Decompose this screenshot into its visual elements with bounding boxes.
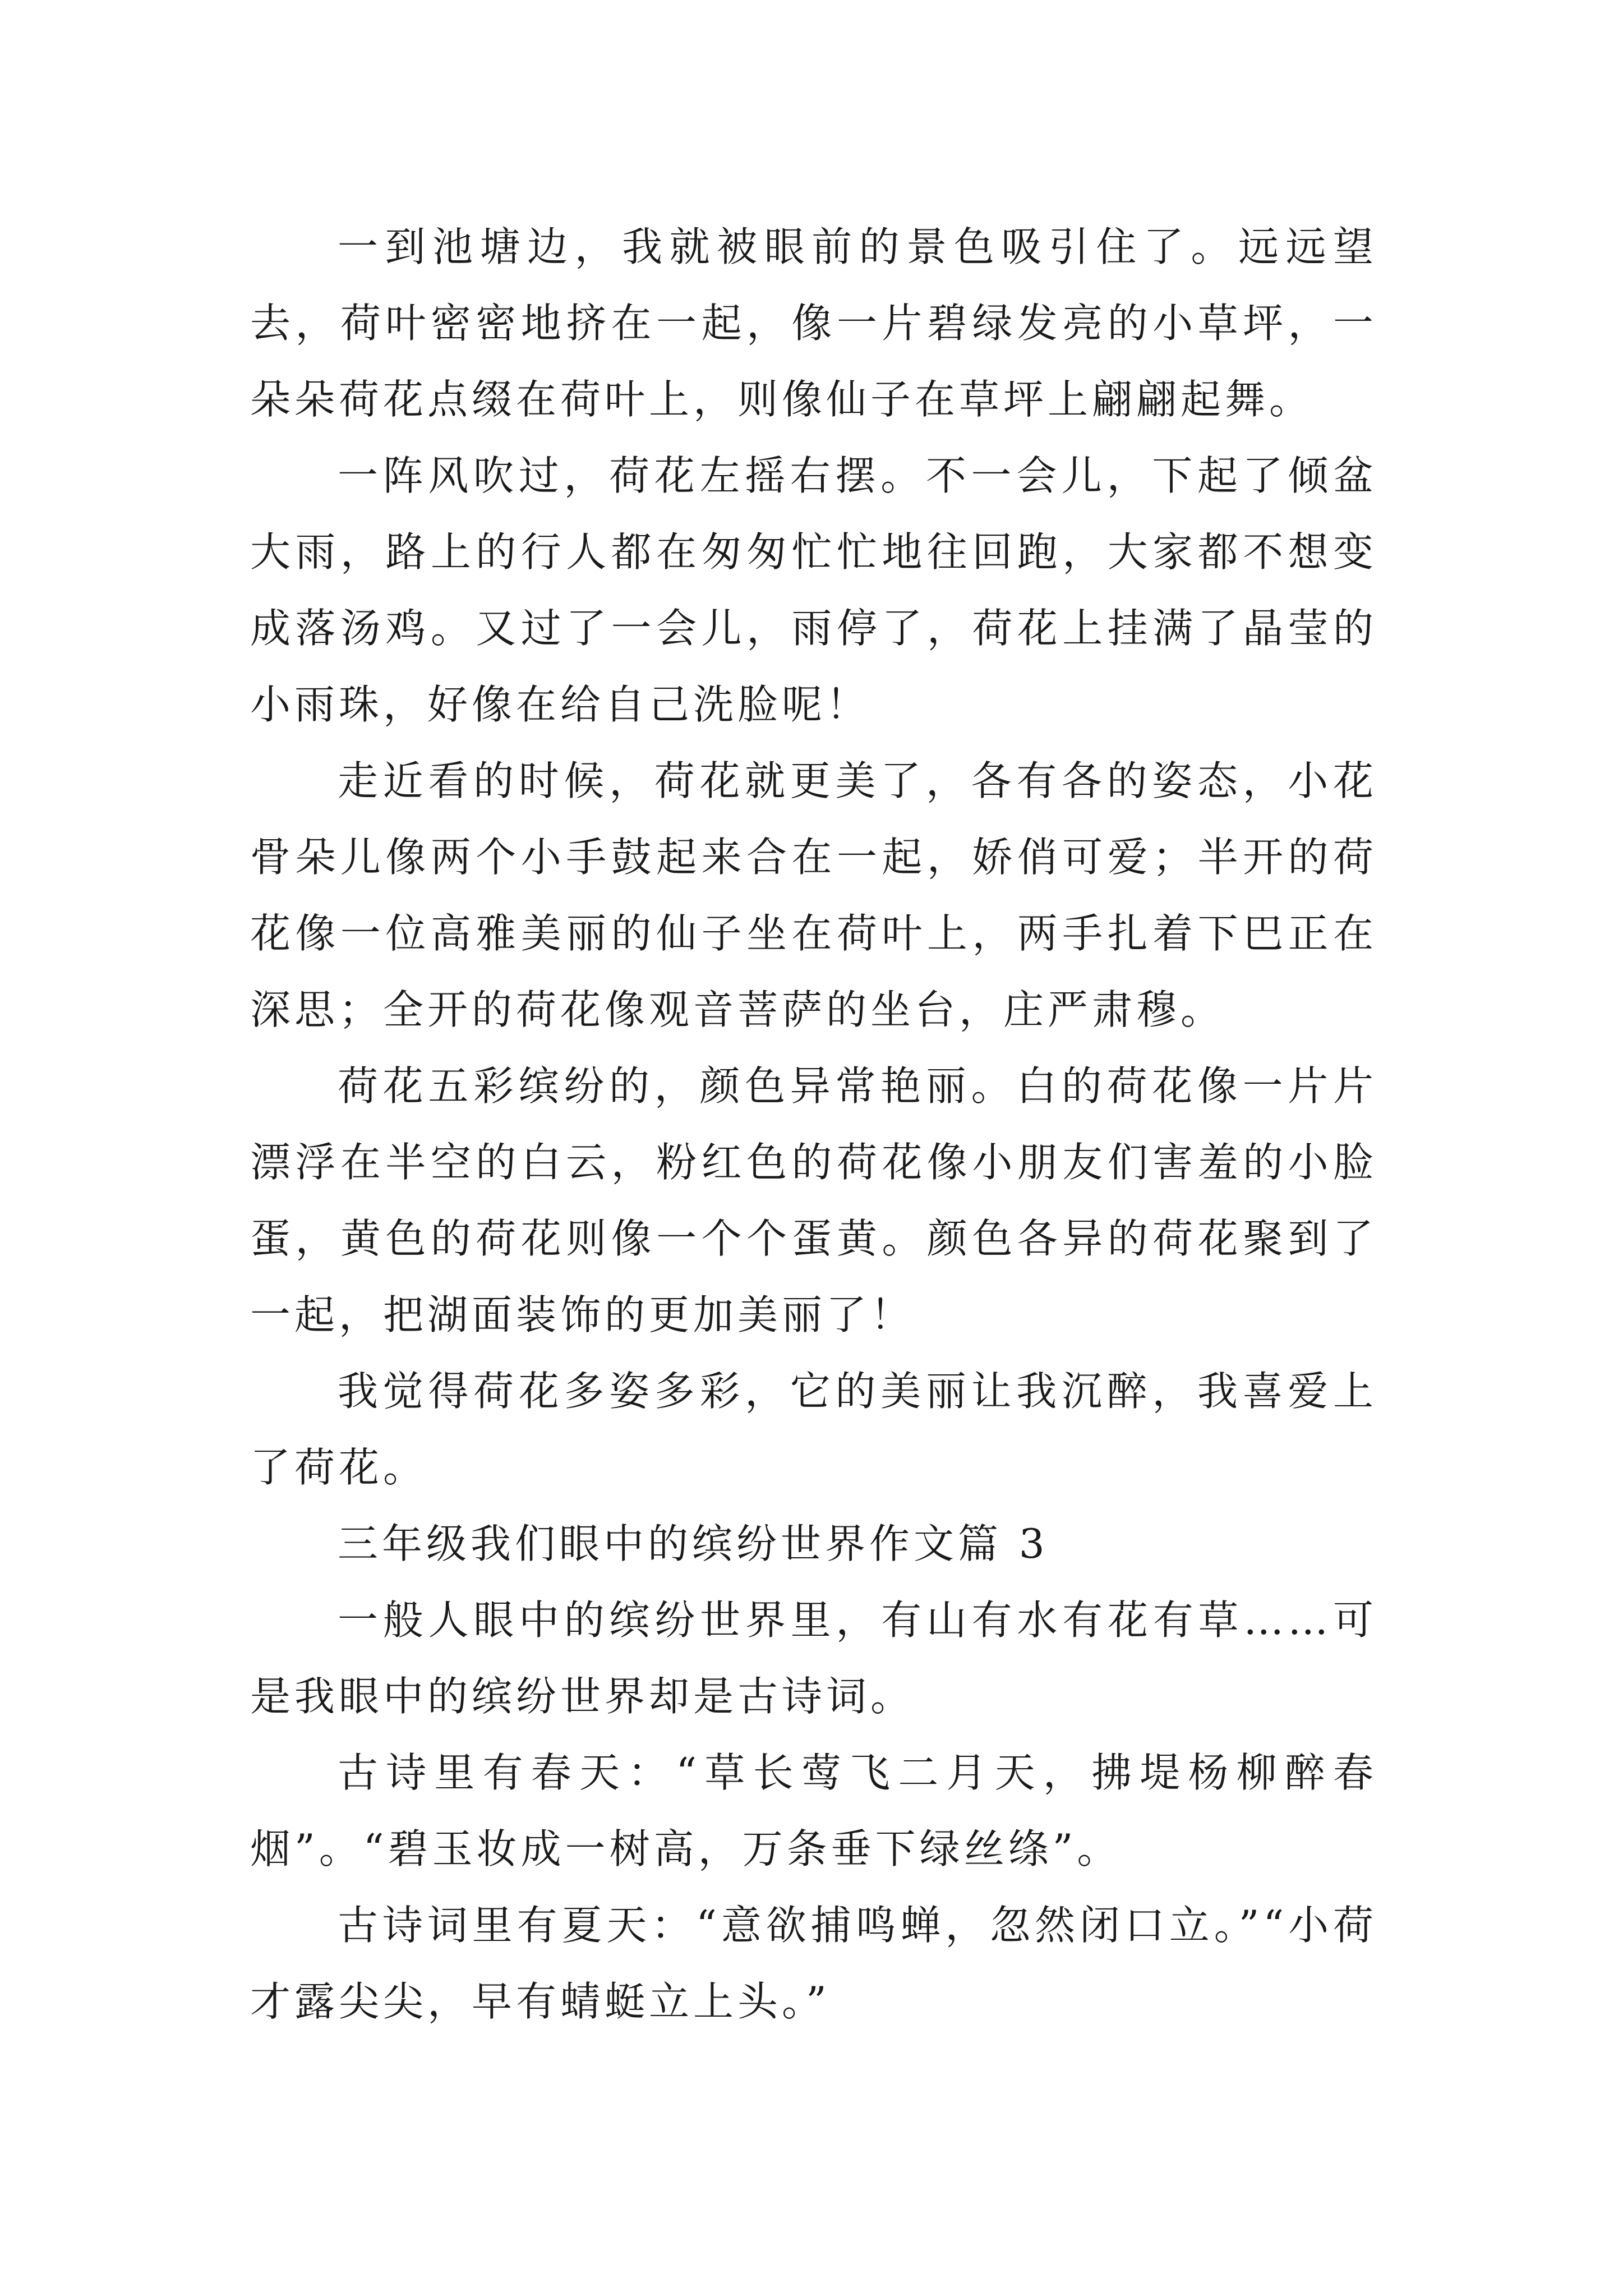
paragraph: 古诗里有春天：“草长莺飞二月天，拂堤杨柳醉春烟”。“碧玉妆成一树高，万条垂下绿丝绦”。 [250,1749,1377,1872]
paragraph: 荷花五彩缤纷的，颜色异常艳丽。白的荷花像一片片漂浮在半空的白云，粉红色的荷花像小朋友们害羞的小脸蛋，黄色的荷花则像一个个蛋黄。颜色各异的荷花聚到了一起，把湖面装饰的更加美丽了！ [250,1062,1377,1338]
paragraph: 古诗词里有夏天：“意欲捕鸣蝉，忽然闭口立。”“小荷才露尖尖，早有蜻蜓立上头。” [250,1902,1377,2025]
paragraph: 一到池塘边，我就被眼前的景色吸引住了。远远望去，荷叶密密地挤在一起，像一片碧绿发亮的小草坪，一朵朵荷花点缀在荷叶上，则像仙子在草坪上翩翩起舞。 [250,223,1377,423]
document-body [250,209,1377,2040]
paragraph: 一般人眼中的缤纷世界里，有山有水有花有草……可是我眼中的缤纷世界却是古诗词。 [250,1596,1377,1720]
section-heading: 三年级我们眼中的缤纷世界作文篇 3 [338,1520,1049,1567]
paragraph: 走近看的时候，荷花就更美了，各有各的姿态，小花骨朵儿像两个小手鼓起来合在一起，娇俏可爱；半开的荷花像一位高雅美丽的仙子坐在荷叶上，两手扎着下巴正在深思；全开的荷花像观音菩萨的坐台，庄严肃穆。 [250,757,1377,1033]
paragraph: 一阵风吹过，荷花左摇右摆。不一会儿，下起了倾盆大雨，路上的行人都在匆匆忙忙地往回跑，大家都不想变成落汤鸡。又过了一会儿，雨停了，荷花上挂满了晶莹的小雨珠，好像在给自己洗脸呢！ [250,452,1377,728]
paragraph: 我觉得荷花多姿多彩，它的美丽让我沉醉，我喜爱上了荷花。 [250,1368,1377,1491]
